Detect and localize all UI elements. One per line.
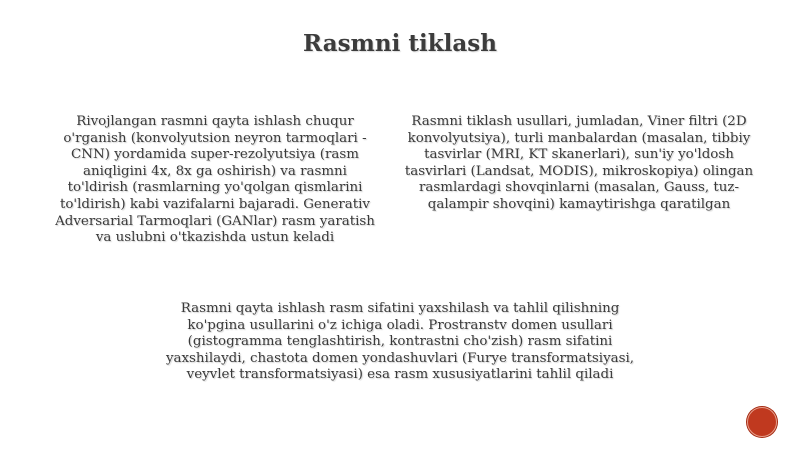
right-text-block: Rasmni tiklash usullari, jumladan, Viner filtri (2D konvolyutsiya), turli manbalardan (masalan, tibbiy tasvirlar (MRI, KT skanerlari), sun'iy yo'ldosh tasvirlari (Landsat, MODIS), mikroskopiya) olingan rasmlardagi shovqinlarni (masalan, Gauss, tuz-qalampir shovqini) kamaytirishga qaratilgan: [404, 114, 754, 212]
bottom-text-block: Rasmni qayta ishlash rasm sifatini yaxshilash va tahlil qilishning ko'pgina usullarini o'z ichiga oladi. Prostranstv domen usullari (gistogramma tenglashtirish, kontrastni cho'zish) rasm sifatini yaxshilaydi, chastota domen yondashuvlari (Furye transformatsiyasi, veyvlet transformatsiyasi) esa rasm xususiyatlarini tahlil qiladi: [165, 301, 635, 383]
left-text-block: Rivojlangan rasmni qayta ishlash chuqur o'rganish (konvolyutsion neyron tarmoqlari - CNN) yordamida super-rezolyutsiya (rasm aniqligini 4x, 8x ga oshirish) va rasmni to'ldirish (rasmlarning yo'qolgan qismlarini to'ldirish) kabi vazifalarni bajaradi. Generativ Adversarial Tarmoqlari (GANlar) rasm yaratish va uslubni o'tkazishda ustun keladi: [55, 114, 375, 246]
slide-title: Rasmni tiklash: [303, 30, 497, 57]
slide-nav-button[interactable]: [747, 407, 777, 437]
